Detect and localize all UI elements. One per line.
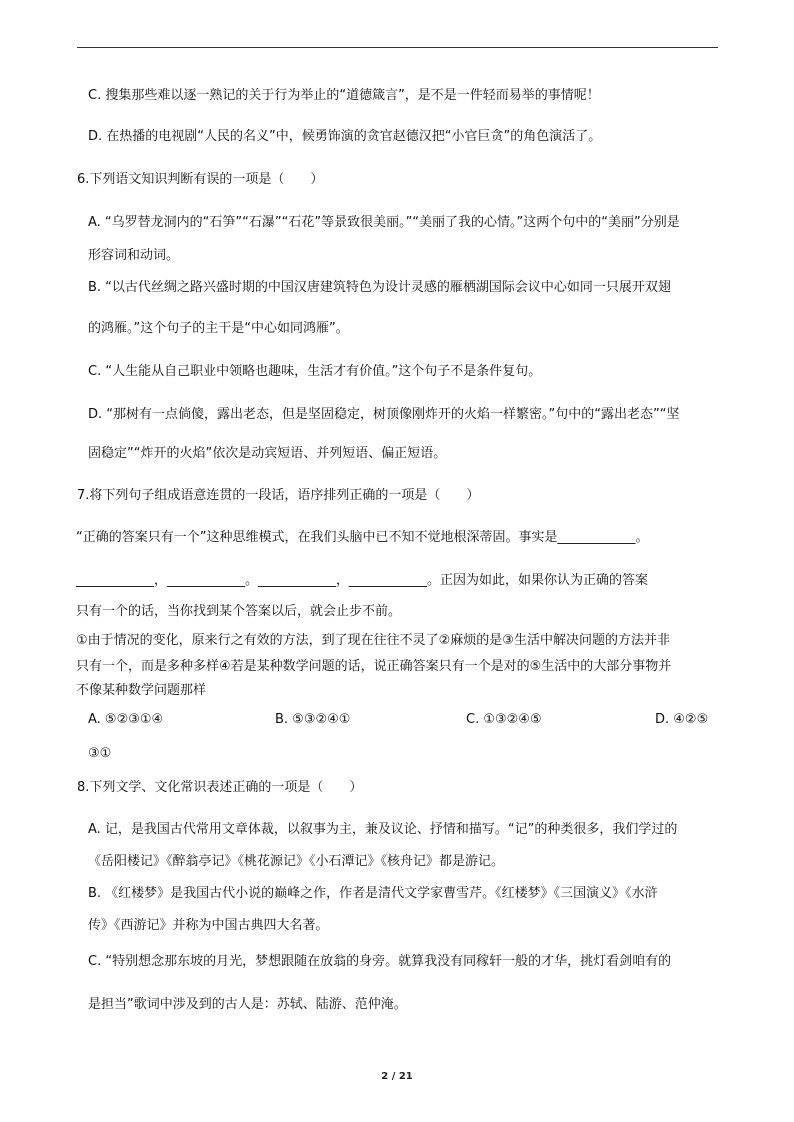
option-d-q7: D. ④②⑤ (655, 712, 709, 727)
option-b-q6: B. “以古代丝绸之路兴盛时期的中国汉唐建筑特色为设计灵感的雁栖湖国际会议中心如同一只展开双翅 (88, 280, 671, 295)
option-c-q5: C. 搜集那些难以逐一熟记的关于行为举止的“道德箴言”，是不是一件轻而易举的事情呢！ (88, 88, 600, 103)
option-c-q8-cont: 是担当”歌词中涉及到的古人是：苏轼、陆游、范仲淹。 (88, 997, 407, 1012)
option-b-q8-cont: 传》《西游记》并称为中国古典四大名著。 (88, 918, 329, 933)
question-7-sentences-3: 不像某种数学问题那样 (76, 683, 207, 698)
question-7-passage-2: ____________，____________。____________，____________。正因为如此，如果你认为正确的答案 (76, 573, 649, 588)
option-a-q8-cont: 《岳阳楼记》《醉翁亭记》《桃花源记》《小石潭记》《核舟记》都是游记。 (88, 854, 505, 869)
option-b-q7: B. ⑤③②④① (275, 712, 351, 727)
option-d-q6: D. “那树有一点倘傻，露出老态，但是坚固稳定，树顶像刚炸开的火焰一样繁密。”句中的“露出老态”“坚 (88, 407, 680, 422)
page-number: 2 / 21 (381, 1071, 413, 1082)
header-rule (77, 47, 718, 48)
question-7-stem: 7.将下列句子组成语意连贯的一段话，语序排列正确的一项是（ ） (77, 488, 480, 503)
option-a-q7: A. ⑤②③①④ (88, 712, 164, 727)
question-6-stem: 6.下列语文知识判断有误的一项是（ ） (77, 172, 324, 187)
question-7-passage-1: “正确的答案只有一个”这种思维模式，在我们头脑中已不知不觉地根深蒂固。事实是____________。 (76, 530, 649, 545)
option-c-q7: C. ①③②④⑤ (466, 712, 542, 727)
option-a-q6-cont: 形容词和动词。 (88, 248, 180, 263)
option-d-q7-cont: ③① (88, 746, 112, 761)
option-a-q6: A. “乌罗替龙洞内的“石笋”“石瀑”“石花”等景致很美丽。”“美丽了我的心情。”这两个句中的“美丽”分别是 (88, 215, 680, 230)
option-c-q6: C. “人生能从自己职业中领略也趣味，生活才有价值。”这个句子不是条件复句。 (88, 364, 542, 379)
option-b-q8: B. 《红楼梦》是我国古代小说的巅峰之作，作者是清代文学家曹雪芹。《红楼梦》《三国演义》《水浒 (88, 886, 658, 901)
question-7-sentences-1: ①由于情况的变化，原来行之有效的方法，到了现在往往不灵了②麻烦的是③生活中解决问题的方法并非 (76, 633, 670, 648)
option-d-q5: D. 在热播的电视剧“人民的名义”中，候勇饰演的贪官赵德汉把“小官巨贪”的角色演活了。 (88, 129, 602, 144)
option-b-q6-cont: 的鸿雁。”这个句子的主干是“中心如同鸿雁”。 (88, 321, 349, 336)
option-d-q6-cont: 固稳定”“炸开的火焰”依次是动宾短语、并列短语、偏正短语。 (88, 446, 447, 461)
question-8-stem: 8.下列文学、文化常识表述正确的一项是（ ） (77, 780, 363, 795)
option-a-q8: A. 记，是我国古代常用文章体裁，以叙事为主，兼及议论、抒情和描写。“记”的种类很多，我们学过的 (88, 822, 678, 837)
question-7-passage-3: 只有一个的话，当你找到某个答案以后，就会止步不前。 (76, 604, 402, 619)
option-c-q8: C. “特别想念那东坡的月光，梦想跟随在放翁的身旁。就算我没有同稼轩一般的才华，挑灯看剑咱有的 (88, 954, 672, 969)
question-7-sentences-2: 只有一个，而是多种多样④若是某种数学问题的话，说正确答案只有一个是对的⑤生活中的大部分事物并 (76, 659, 672, 674)
